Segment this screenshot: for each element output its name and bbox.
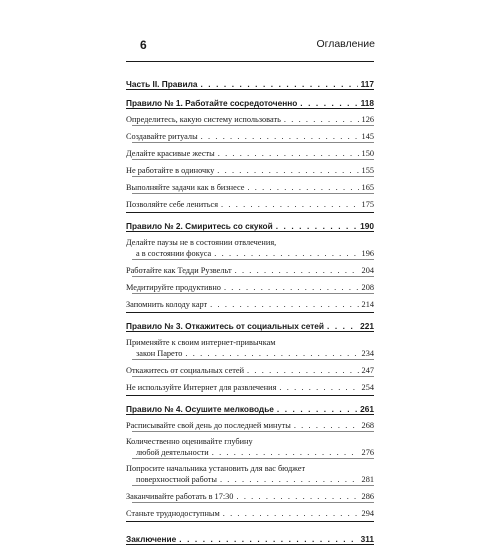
toc-entry-page: 286 [361, 492, 374, 501]
running-head: Оглавление [316, 38, 375, 50]
dot-leader [185, 348, 358, 359]
toc-entry-page: 196 [361, 249, 374, 258]
toc-entry [126, 279, 374, 293]
entry-separator [132, 125, 374, 126]
toc-chapter [126, 312, 374, 332]
toc-entry-title: Медитируйте продуктивно [126, 283, 221, 292]
toc-entry [126, 417, 374, 431]
toc-entry-page: 234 [361, 349, 374, 358]
toc-chapter-title: Правило № 3. Откажитесь от социальных сетей [126, 321, 325, 331]
toc-entry-title: Работайте как Тедди Рузвельт [126, 266, 232, 275]
dot-leader [235, 265, 359, 276]
dot-leader [247, 365, 359, 376]
dot-leader [200, 79, 357, 89]
toc-entry-title: Позволяйте себе лениться [126, 200, 219, 209]
toc-entry [126, 379, 374, 393]
toc-entry-title-cont: любой деятельности [136, 448, 209, 457]
dot-leader [276, 221, 357, 231]
toc-entry [126, 474, 374, 485]
toc-entry-title: Создавайте ритуалы [126, 132, 198, 141]
entry-separator [132, 159, 374, 160]
toc-entry-page: 208 [361, 283, 374, 292]
entry-separator [132, 142, 374, 143]
toc-entry [126, 505, 374, 519]
dot-leader [300, 98, 357, 108]
dot-leader [210, 299, 358, 310]
toc-part-title: Часть II. Правила [126, 79, 198, 89]
toc-entry-title: Расписывайте свой день до последней минуты [126, 421, 291, 430]
dot-leader [220, 474, 359, 485]
toc-entry-title: Количественно оценивайте глубину [126, 437, 253, 446]
dot-leader [214, 248, 358, 259]
toc-entry-title: Определитесь, какую систему использовать [126, 115, 281, 124]
dot-leader [217, 165, 358, 176]
toc-part [126, 62, 374, 90]
toc-chapter-title: Правило № 2. Смиритесь со скукой [126, 221, 273, 231]
page-number: 6 [140, 38, 147, 52]
toc-entry-page: 145 [361, 132, 374, 141]
toc-entry [126, 111, 374, 125]
toc-section-list [126, 232, 374, 312]
toc-entry-page: 268 [361, 421, 374, 430]
toc-entry-page: 276 [361, 448, 374, 457]
toc-conclusion-page: 311 [360, 534, 374, 544]
dot-leader [218, 148, 359, 159]
toc-entry [126, 196, 374, 210]
toc-entry-page: 281 [361, 475, 374, 484]
toc-entry [126, 248, 374, 259]
toc-chapter-page: 261 [360, 404, 374, 414]
entry-separator [132, 293, 374, 294]
toc-entry-title: Не используйте Интернет для развлечения [126, 383, 277, 392]
toc-chapter [126, 395, 374, 415]
dot-leader [236, 491, 358, 502]
toc-entry [126, 296, 374, 310]
entry-separator [132, 485, 374, 486]
toc-entry [126, 447, 374, 458]
toc-conclusion-title: Заключение [126, 534, 177, 544]
entry-separator [132, 458, 374, 459]
toc-chapter-page: 190 [360, 221, 374, 231]
toc-entry [126, 162, 374, 176]
toc-entry-title: Не работайте в одиночку [126, 166, 215, 175]
toc-entry-title-cont: поверхностной работы [136, 475, 217, 484]
toc-entry-title-cont: закон Парето [136, 349, 183, 358]
toc-entry-title: Запомнить колоду карт [126, 300, 208, 309]
dot-leader [224, 282, 359, 293]
entry-separator [132, 376, 374, 377]
toc-chapter-title: Правило № 4. Осушите мелководье [126, 404, 274, 414]
dot-leader [212, 447, 359, 458]
toc-entry-title: Выполняйте задачи как в бизнесе [126, 183, 245, 192]
toc-chapter [126, 90, 374, 109]
toc-entry-page: 294 [361, 509, 374, 518]
dot-leader [284, 114, 359, 125]
toc-entry [126, 145, 374, 159]
toc-part-page: 117 [360, 79, 374, 89]
toc-entry-title: Делайте красивые жесты [126, 149, 215, 158]
toc-entry-page: 204 [361, 266, 374, 275]
toc-entry-title: Применяйте к своим интернет-привычкам [126, 338, 276, 347]
dot-leader [279, 382, 358, 393]
toc-entry-page: 254 [361, 383, 374, 392]
toc-entry [126, 348, 374, 359]
toc-entry [126, 262, 374, 276]
toc-entry [126, 128, 374, 142]
toc-section-list [126, 109, 374, 212]
toc-section-list [126, 415, 374, 521]
entry-separator [132, 176, 374, 177]
toc-entry-title: Заканчивайте работать в 17:30 [126, 492, 234, 501]
toc-conclusion [126, 521, 374, 545]
table-of-contents [126, 62, 374, 545]
toc-entry-page: 165 [361, 183, 374, 192]
dot-leader [179, 534, 357, 544]
toc-entry-page: 150 [361, 149, 374, 158]
toc-entry-title: Попросите начальника установить для вас бюджет [126, 464, 306, 473]
toc-entry-page: 247 [361, 366, 374, 375]
entry-separator [132, 276, 374, 277]
dot-leader [277, 404, 357, 414]
toc-entry-title: Откажитесь от социальных сетей [126, 366, 245, 375]
dot-leader [201, 131, 359, 142]
toc-entry-title: Станьте труднодоступным [126, 509, 220, 518]
entry-separator [132, 259, 374, 260]
dot-leader [223, 508, 359, 519]
entry-separator [132, 431, 374, 432]
dot-leader [221, 199, 359, 210]
toc-chapter-page: 118 [360, 98, 374, 108]
entry-separator [132, 193, 374, 194]
entry-separator [132, 502, 374, 503]
toc-entry [126, 362, 374, 376]
toc-entry-page: 175 [361, 200, 374, 209]
toc-chapter-title: Правило № 1. Работайте сосредоточенно [126, 98, 298, 108]
dot-leader [327, 321, 357, 331]
toc-entry-title: Делайте паузы не в состоянии отвлечения, [126, 238, 277, 247]
toc-entry-title-cont: а в состоянии фокуса [136, 249, 212, 258]
toc-chapter-page: 221 [360, 321, 374, 331]
dot-leader [247, 182, 358, 193]
toc-entry-page: 126 [361, 115, 374, 124]
toc-entry [126, 179, 374, 193]
entry-separator [132, 359, 374, 360]
toc-section-list [126, 332, 374, 395]
toc-chapter [126, 212, 374, 232]
toc-entry-page: 214 [361, 300, 374, 309]
toc-entry-page: 155 [361, 166, 374, 175]
dot-leader [294, 420, 359, 431]
